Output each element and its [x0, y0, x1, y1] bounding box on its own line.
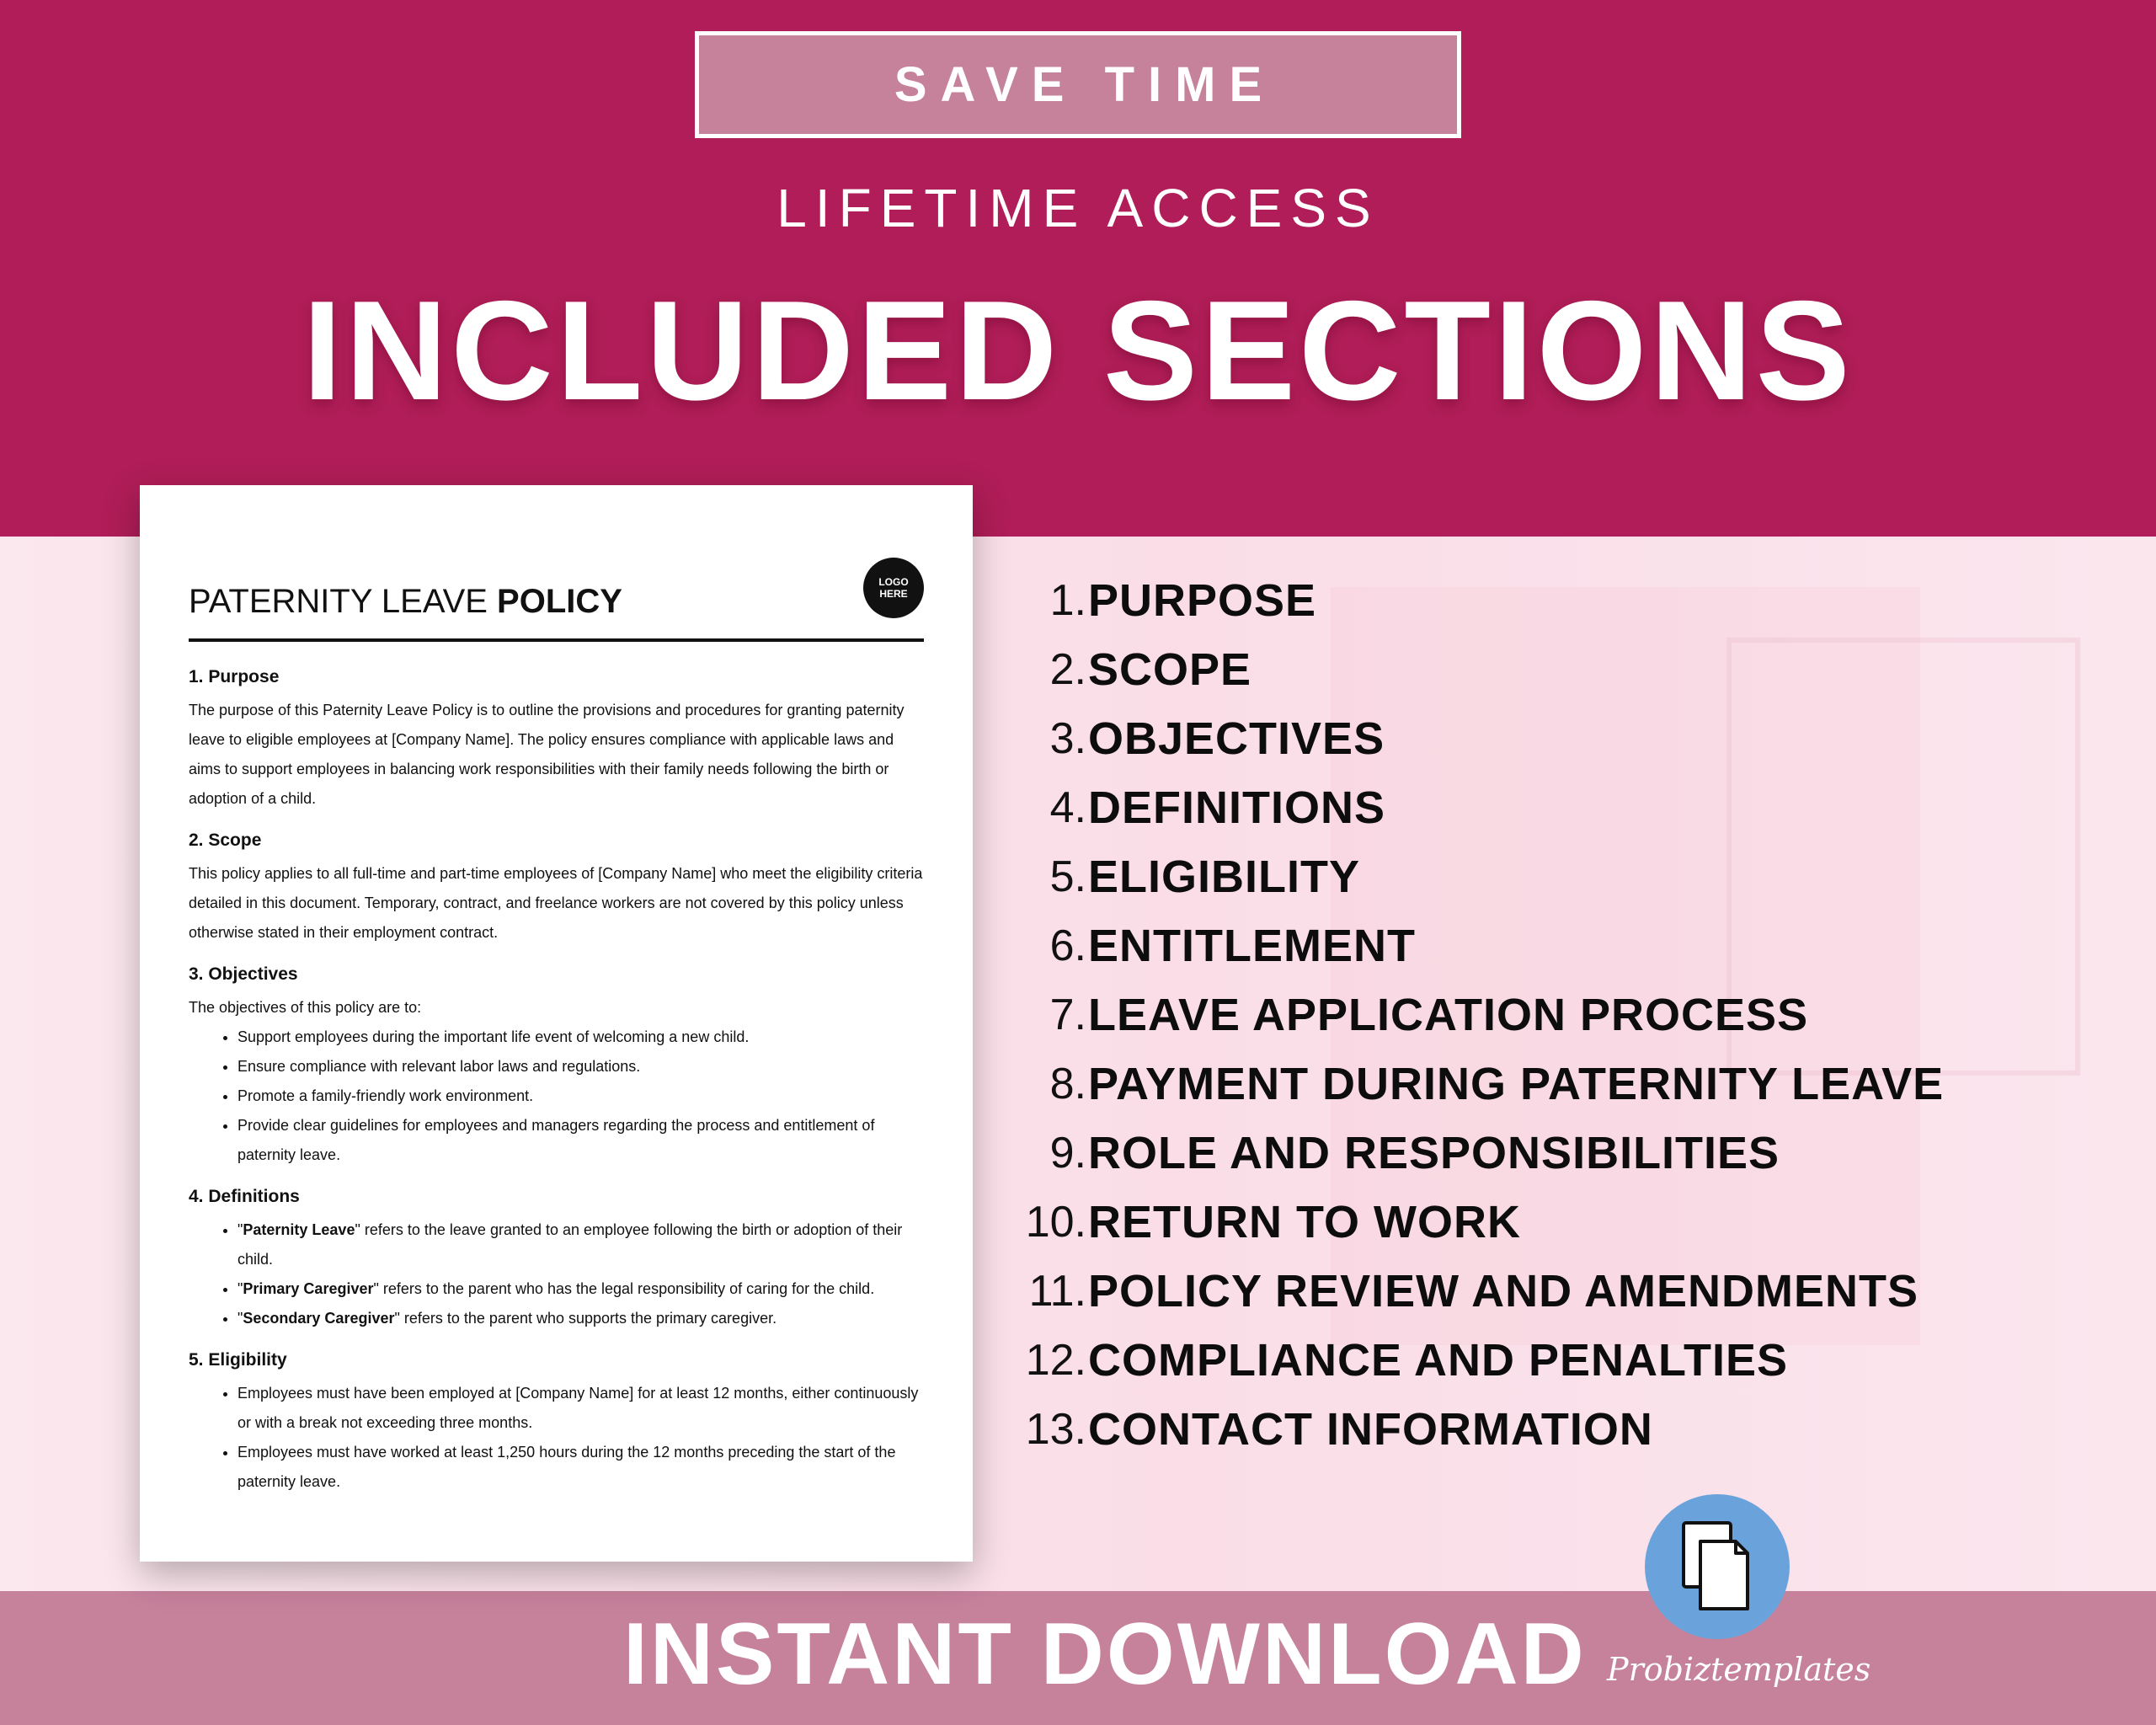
doc-section-scope [189, 830, 924, 948]
section-number: 3. [1049, 714, 1086, 763]
doc-paragraph: The purpose of this Paternity Leave Policy is to outline the provisions and procedures for granting paternity leave to eligible employees at [Company Name]. The policy ensures compliance with applicable laws and aims to support employees in balancing work responsibilities with their family needs following the birth or adoption of a child. [189, 702, 905, 807]
section-item [1011, 980, 2139, 1049]
section-label: DEFINITIONS [1088, 782, 1386, 833]
doc-section-eligibility [189, 1350, 924, 1497]
section-number: 9. [1049, 1129, 1086, 1178]
section-number: 5. [1049, 852, 1086, 901]
list-item: • Ensure compliance with relevant labor laws and regulations. [237, 1052, 924, 1081]
doc-section-purpose [189, 667, 924, 814]
doc-heading: 1. Purpose [189, 667, 280, 686]
section-item [1011, 1049, 2139, 1119]
section-item [1011, 1395, 2139, 1464]
section-label: OBJECTIVES [1088, 713, 1385, 764]
list-item: • "Secondary Caregiver" refers to the parent who supports the primary caregiver. [237, 1304, 924, 1333]
document-body [189, 642, 924, 1497]
section-item [1011, 1188, 2139, 1257]
section-number: 7. [1049, 991, 1086, 1039]
section-label: RETURN TO WORK [1088, 1197, 1521, 1247]
save-time-badge [695, 31, 1461, 138]
doc-section-objectives [189, 964, 924, 1170]
doc-heading: 5. Eligibility [189, 1350, 287, 1370]
section-label: ENTITLEMENT [1088, 921, 1416, 971]
section-item [1011, 704, 2139, 773]
list-item: • "Primary Caregiver" refers to the parent who has the legal responsibility of caring for the child. [237, 1274, 924, 1304]
list-item: • "Paternity Leave" refers to the leave granted to an employee following the birth or adoption of their child. [237, 1215, 924, 1274]
section-item [1011, 566, 2139, 635]
doc-paragraph: This policy applies to all full-time and part-time employees of [Company Name] who meet the eligibility criteria detailed in this document. Temporary, contract, and freelance workers are not covered by this policy unless otherwise stated in their employment contract. [189, 865, 923, 941]
lifetime-access-text: LIFETIME ACCESS [776, 178, 1380, 238]
section-item [1011, 911, 2139, 980]
section-item [1011, 1257, 2139, 1326]
section-number: 2. [1049, 645, 1086, 694]
section-number: 6. [1049, 921, 1086, 970]
eligibility-list [189, 1379, 924, 1497]
section-number: 1. [1049, 576, 1086, 625]
list-item: • Employees must have worked at least 1,250 hours during the 12 months preceding the start of the paternity leave. [237, 1438, 924, 1497]
document-preview [140, 485, 973, 1562]
section-label: PAYMENT DURING PATERNITY LEAVE [1088, 1059, 1945, 1109]
doc-heading: 4. Definitions [189, 1187, 300, 1206]
brand-logo [1645, 1494, 1790, 1639]
doc-intro: The objectives of this policy are to: [189, 999, 422, 1016]
section-label: ROLE AND RESPONSIBILITIES [1088, 1128, 1780, 1178]
list-item: • Promote a family-friendly work environment. [237, 1081, 924, 1111]
doc-heading: 2. Scope [189, 830, 262, 850]
section-label: ELIGIBILITY [1088, 852, 1361, 902]
section-number: 12. [1025, 1336, 1086, 1385]
section-label: POLICY REVIEW AND AMENDMENTS [1088, 1266, 1919, 1316]
brand-name: Probiztemplates [1607, 1651, 1871, 1688]
main-title: INCLUDED SECTIONS [302, 271, 1854, 430]
included-sections-list [1011, 566, 2139, 1464]
list-item: • Employees must have been employed at [Company Name] for at least 12 months, either continuously or with a break not exceeding three months. [237, 1379, 924, 1438]
list-item: • Support employees during the important life event of welcoming a new child. [237, 1023, 924, 1052]
documents-icon [1675, 1516, 1759, 1617]
document-header [189, 558, 924, 642]
instant-download-text: INSTANT DOWNLOAD [623, 1605, 1587, 1703]
section-item [1011, 635, 2139, 704]
section-label: LEAVE APPLICATION PROCESS [1088, 990, 1809, 1040]
section-item [1011, 1326, 2139, 1395]
section-item [1011, 842, 2139, 911]
section-label: COMPLIANCE AND PENALTIES [1088, 1335, 1789, 1386]
section-item [1011, 773, 2139, 842]
document-title: PATERNITY LEAVE POLICY [189, 583, 622, 620]
definitions-list [189, 1215, 924, 1333]
logo-placeholder: LOGO HERE [863, 558, 924, 618]
doc-section-definitions [189, 1187, 924, 1333]
save-time-text: SAVE TIME [894, 57, 1276, 112]
section-item [1011, 1119, 2139, 1188]
list-item: • Provide clear guidelines for employees and managers regarding the process and entitlement of paternity leave. [237, 1111, 924, 1170]
section-number: 8. [1049, 1060, 1086, 1108]
section-number: 10. [1025, 1198, 1086, 1247]
doc-heading: 3. Objectives [189, 964, 298, 984]
section-label: PURPOSE [1088, 575, 1317, 626]
section-number: 4. [1049, 783, 1086, 832]
section-number: 11. [1028, 1267, 1086, 1316]
objectives-list [189, 1023, 924, 1170]
section-number: 13. [1025, 1405, 1086, 1454]
section-label: SCOPE [1088, 644, 1252, 695]
section-label: CONTACT INFORMATION [1088, 1404, 1653, 1455]
